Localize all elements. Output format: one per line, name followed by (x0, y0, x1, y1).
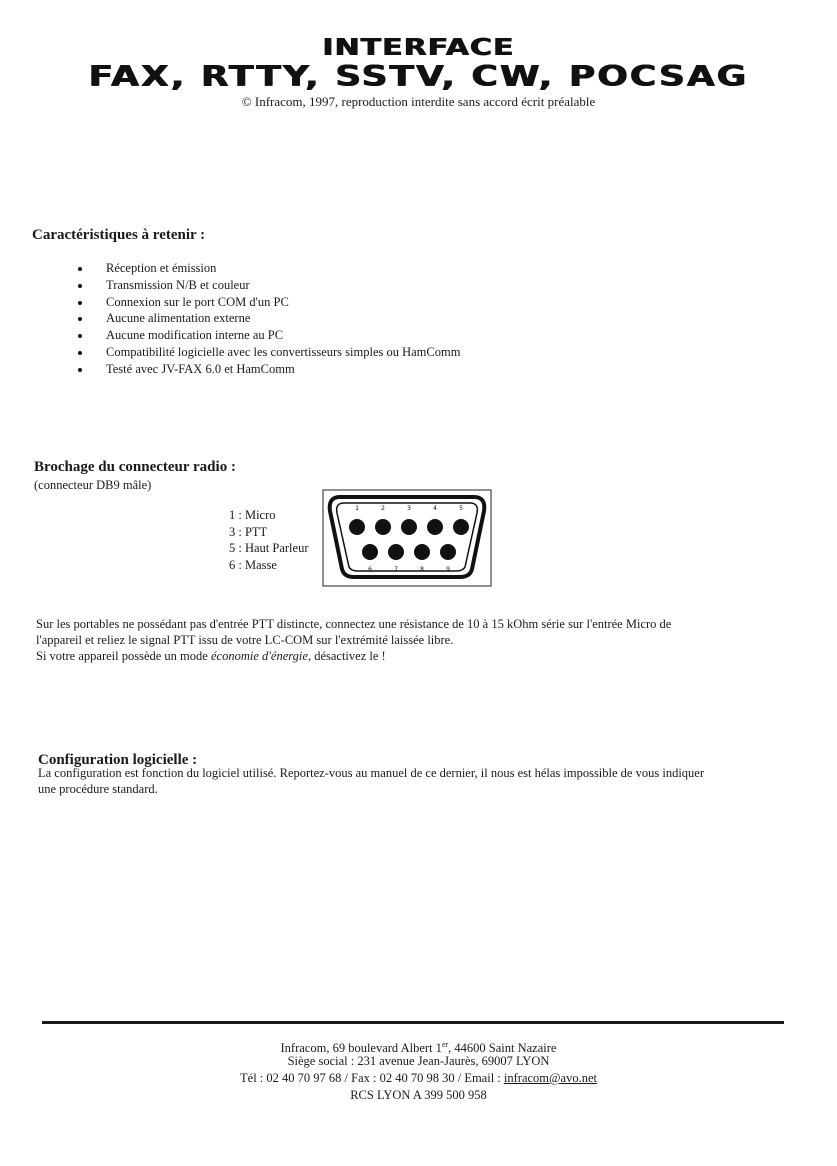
pin-hole (427, 519, 443, 535)
footer-address: Infracom, 69 boulevard Albert 1er, 44600 Saint Nazaire (280, 1040, 557, 1056)
pin-number: 5 (459, 505, 463, 512)
config-line: une procédure standard. (38, 782, 158, 796)
features-list (78, 260, 460, 378)
pin-number: 6 (368, 566, 372, 573)
pin-hole (362, 544, 378, 560)
copyright-notice: © Infracom, 1997, reproduction interdite sans accord écrit préalable (241, 94, 596, 109)
pin-label: 1 : Micro (229, 508, 276, 522)
title-line-2: FAX, RTTY, SSTV, CW, POCSAG (88, 61, 749, 93)
pinout-heading: Brochage du connecteur radio : (34, 459, 236, 475)
note-line: Si votre appareil possède un mode économie d'énergie, désactivez le ! (36, 649, 386, 663)
pin-hole (401, 519, 417, 535)
note-line: Sur les portables ne possédant pas d'entrée PTT distincte, connectez une résistance de 10 à 15 kOhm série sur l'entrée Micro de (36, 617, 672, 631)
pin-label: 6 : Masse (229, 557, 277, 572)
pin-number: 3 (407, 505, 411, 512)
pin-number: 7 (394, 566, 398, 573)
pin-number: 2 (381, 505, 385, 512)
list-item: Compatibilité logicielle avec les convertisseurs simples ou HamComm (78, 344, 460, 361)
pin-number: 9 (446, 566, 450, 573)
ptt-note (36, 616, 826, 664)
connector-shell-inner (337, 503, 478, 571)
pin-label: 5 : Haut Parleur (229, 541, 309, 555)
db9-connector-diagram (322, 489, 492, 587)
pin-hole (375, 519, 391, 535)
pin-hole (414, 544, 430, 560)
footer-divider (42, 1021, 784, 1024)
pin-hole (349, 519, 365, 535)
footer-rcs: RCS LYON A 399 500 958 (350, 1088, 487, 1102)
list-item: Transmission N/B et couleur (78, 277, 460, 294)
footer-contact: Tél : 02 40 70 97 68 / Fax : 02 40 70 98 30 / Email : infracom@avo.net (240, 1071, 597, 1085)
pinout-subheading: (connecteur DB9 mâle) (34, 478, 152, 492)
list-item: Connexion sur le port COM d'un PC (78, 294, 460, 311)
pin-number: 8 (420, 566, 424, 573)
pin-hole (453, 519, 469, 535)
email-link[interactable]: infracom@avo.net (503, 1071, 597, 1085)
note-emphasis: économie d'énergie (210, 649, 308, 663)
pin-hole (440, 544, 456, 560)
list-item: Aucune alimentation externe (78, 310, 460, 327)
title-line-1: INTERFACE (322, 34, 515, 62)
list-item: Aucune modification interne au PC (78, 327, 460, 344)
pin-labels (229, 507, 309, 573)
features-heading: Caractéristiques à retenir : (32, 227, 206, 243)
config-text (38, 765, 828, 797)
footer-siege: Siège social : 231 avenue Jean-Jaurès, 69007 LYON (287, 1054, 550, 1068)
config-line: La configuration est fonction du logiciel utilisé. Reportez-vous au manuel de ce dernier, il nous est hélas impossible de vous indiquer (38, 766, 704, 780)
list-item: Réception et émission (78, 260, 460, 277)
list-item: Testé avec JV-FAX 6.0 et HamComm (78, 361, 460, 378)
pin-number: 4 (433, 505, 437, 512)
footer (0, 1036, 837, 1104)
note-line: l'appareil et reliez le signal PTT issu de votre LC-COM sur l'extrémité laissée libre. (36, 633, 454, 647)
config-heading: Configuration logicielle : (38, 752, 198, 768)
pin-label: 3 : PTT (229, 524, 268, 539)
pin-hole (388, 544, 404, 560)
pin-number: 1 (355, 505, 359, 512)
